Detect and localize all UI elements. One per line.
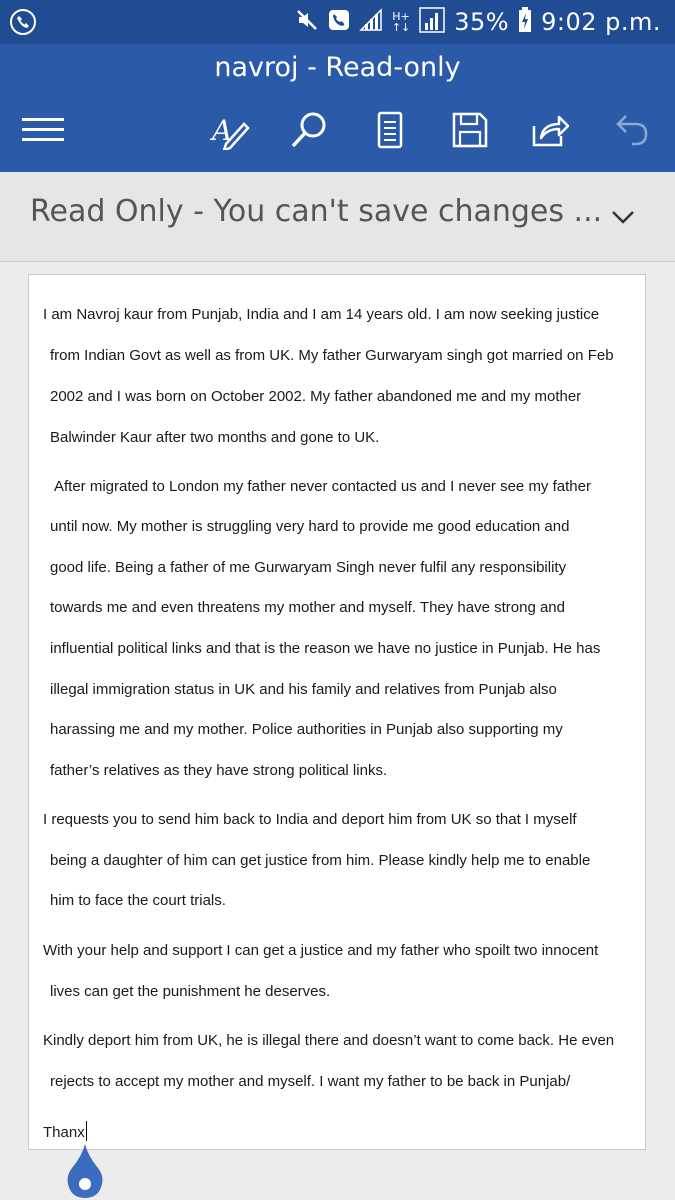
text-line-with-cursor [43, 1121, 87, 1141]
save-icon[interactable] [448, 108, 492, 152]
clock: 9:02 p.m. [541, 8, 661, 36]
menu-icon[interactable] [21, 108, 65, 152]
text-line: influential political links and that is the reason we have no justice in Punjab. He has [50, 640, 601, 657]
network-type-icon: H+ ↑↓ [391, 10, 411, 34]
mute-icon [295, 8, 319, 37]
app-bar [0, 44, 675, 172]
text-cursor [86, 1121, 87, 1141]
closing-text: Thanx [43, 1124, 85, 1141]
network-label: H+ [392, 10, 410, 23]
cursor-handle-icon[interactable] [66, 1142, 104, 1200]
text-line: 2002 and I was born on October 2002. My father abandoned me and my mother [50, 388, 582, 405]
text-line: After migrated to London my father never contacted us and I never see my father [54, 478, 591, 495]
text-line: towards me and even threatens my mother and myself. They have strong and [50, 599, 565, 616]
text-line: I am Navroj kaur from Punjab, India and I am 14 years old. I am now seeking justice [43, 306, 600, 323]
search-icon[interactable] [287, 108, 331, 152]
text-line: Balwinder Kaur after two months and gone to UK. [50, 429, 380, 446]
edit-pen-icon[interactable] [208, 108, 252, 152]
text-line: from Indian Govt as well as from UK. My father Gurwaryam singh got married on Feb [50, 347, 614, 364]
signal-icon-2 [419, 7, 445, 38]
undo-icon[interactable] [610, 108, 654, 152]
text-line: Kindly deport him from UK, he is illegal there and doesn’t want to come back. He even [43, 1032, 615, 1049]
text-line: illegal immigration status in UK and his family and relatives from Punjab also [50, 681, 557, 698]
svg-text:A: A [212, 114, 233, 147]
text-line: good life. Being a father of me Gurwaryam Singh never fulfil any responsibility [50, 559, 567, 576]
battery-charging-icon [518, 7, 532, 38]
wifi-call-icon [328, 8, 350, 37]
share-icon[interactable] [528, 108, 572, 152]
text-line: lives can get the punishment he deserves. [50, 983, 331, 1000]
text-line: until now. My mother is struggling very hard to provide me good education and [50, 518, 570, 535]
reading-view-icon[interactable] [368, 108, 412, 152]
text-line: being a daughter of him can get justice from him. Please kindly help me to enable [50, 852, 591, 869]
text-line: him to face the court trials. [50, 892, 226, 909]
text-line: father’s relatives as they have strong political links. [50, 762, 388, 779]
battery-percentage: 35% [454, 8, 510, 36]
read-only-message: Read Only - You can't save changes ... [30, 194, 603, 229]
text-line: rejects to accept my mother and myself. I want my father to be back in Punjab/ [50, 1073, 571, 1090]
status-icons [295, 4, 661, 40]
document-title: navroj - Read-only [214, 52, 461, 83]
text-line: With your help and support I can get a justice and my father who spoilt two innocent [43, 942, 599, 959]
read-only-banner[interactable] [0, 172, 675, 262]
call-in-progress-icon [10, 9, 36, 35]
chevron-down-icon[interactable] [609, 206, 637, 228]
status-bar [0, 0, 675, 44]
text-line: I requests you to send him back to India and deport him from UK so that I myself [43, 811, 577, 828]
signal-icon [359, 8, 383, 37]
text-line: harassing me and my mother. Police authorities in Punjab also supporting my [50, 721, 563, 738]
document-page[interactable] [28, 274, 646, 1150]
